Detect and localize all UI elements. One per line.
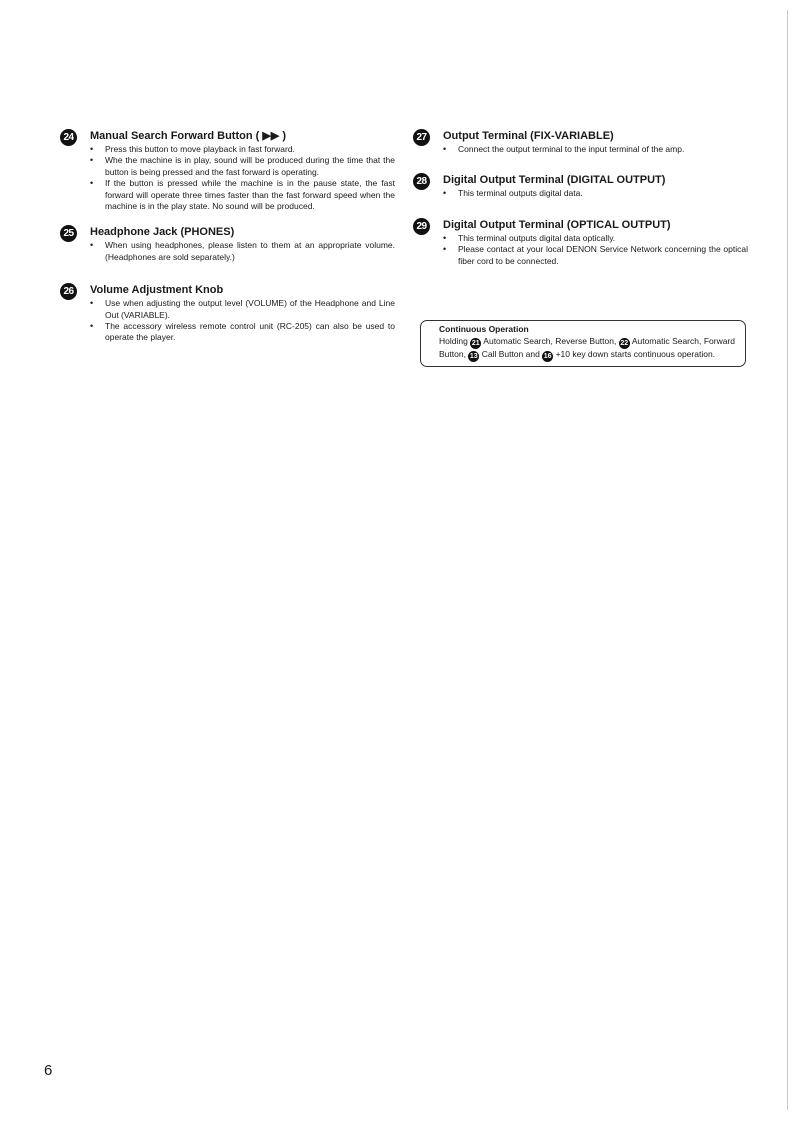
item-number-badge: 28 <box>413 173 430 190</box>
bullet-item: • The accessory wireless remote control unit (RC-205) can also be used to operate the player. <box>90 321 395 344</box>
section-heading: Digital Output Terminal (DIGITAL OUTPUT) <box>443 174 666 187</box>
section-headphone-jack <box>60 225 395 263</box>
bullet-item: • Use when adjusting the output level (VOLUME) of the Headphone and Line Out (VARIABLE). <box>90 298 395 321</box>
page-edge-line <box>787 10 788 1110</box>
bullet-item: • Connect the output terminal to the input terminal of the amp. <box>443 144 748 155</box>
section-manual-search-forward <box>60 129 395 212</box>
note-text: Automatic Search, Reverse Button, <box>483 335 617 346</box>
bullet-list <box>443 144 748 155</box>
item-number-badge: 22 <box>620 339 629 347</box>
left-column <box>60 128 395 357</box>
bullet-item: • When using headphones, please listen to them at an appropriate volume. (Headphones are sold separately.) <box>90 240 395 263</box>
note-body <box>439 336 735 362</box>
bullet-item: • This terminal outputs digital data. <box>443 188 748 199</box>
note-title: Continuous Operation <box>439 324 529 334</box>
bullet-list <box>90 144 395 212</box>
item-number-badge: 13 <box>469 352 478 360</box>
item-number-badge: 16 <box>543 352 552 360</box>
note-text: Call Button and <box>481 348 540 359</box>
section-heading: Volume Adjustment Knob <box>90 284 224 297</box>
item-number-badge: 24 <box>60 129 77 146</box>
bullet-list <box>90 298 395 344</box>
bullet-item: • This terminal outputs digital data optically. <box>443 233 748 244</box>
item-number-badge: 25 <box>60 225 77 242</box>
item-number-badge: 21 <box>471 339 480 347</box>
note-text: Holding <box>439 335 468 346</box>
section-heading: Headphone Jack (PHONES) <box>90 226 235 239</box>
item-number-badge: 26 <box>60 283 77 300</box>
section-optical-output <box>413 218 748 267</box>
section-heading: Output Terminal (FIX-VARIABLE) <box>443 130 614 142</box>
item-number-badge: 27 <box>413 129 430 146</box>
continuous-operation-note <box>420 320 746 367</box>
section-output-terminal <box>413 129 748 155</box>
right-column <box>413 128 748 280</box>
bullet-item: • If the button is pressed while the machine is in the pause state, the fast forward will operate three times faster than the fast forward speed when the machine is in the play state. No sound will be produced. <box>90 178 395 212</box>
note-text: +10 key down starts continuous operation. <box>555 348 716 359</box>
item-number-badge: 29 <box>413 218 430 235</box>
note-text: Automatic Search, Forward Button, <box>439 335 735 359</box>
bullet-list <box>90 240 395 263</box>
bullet-item: • Press this button to move playback in fast forward. <box>90 144 395 155</box>
section-heading: Digital Output Terminal (OPTICAL OUTPUT) <box>443 218 671 231</box>
page-number: 6 <box>44 1062 53 1079</box>
bullet-item: • Please contact at your local DENON Service Network concerning the optical fiber cord to be connected. <box>443 244 748 267</box>
bullet-item: • Whe the machine is in play, sound will be produced during the time that the button is being pressed and the fast forward is operating. <box>90 155 395 178</box>
section-volume-knob <box>60 283 395 344</box>
bullet-list <box>443 233 748 267</box>
bullet-list <box>443 188 748 199</box>
section-heading: Manual Search Forward Button ( ▶▶ ) <box>90 130 286 142</box>
section-digital-output <box>413 173 748 199</box>
